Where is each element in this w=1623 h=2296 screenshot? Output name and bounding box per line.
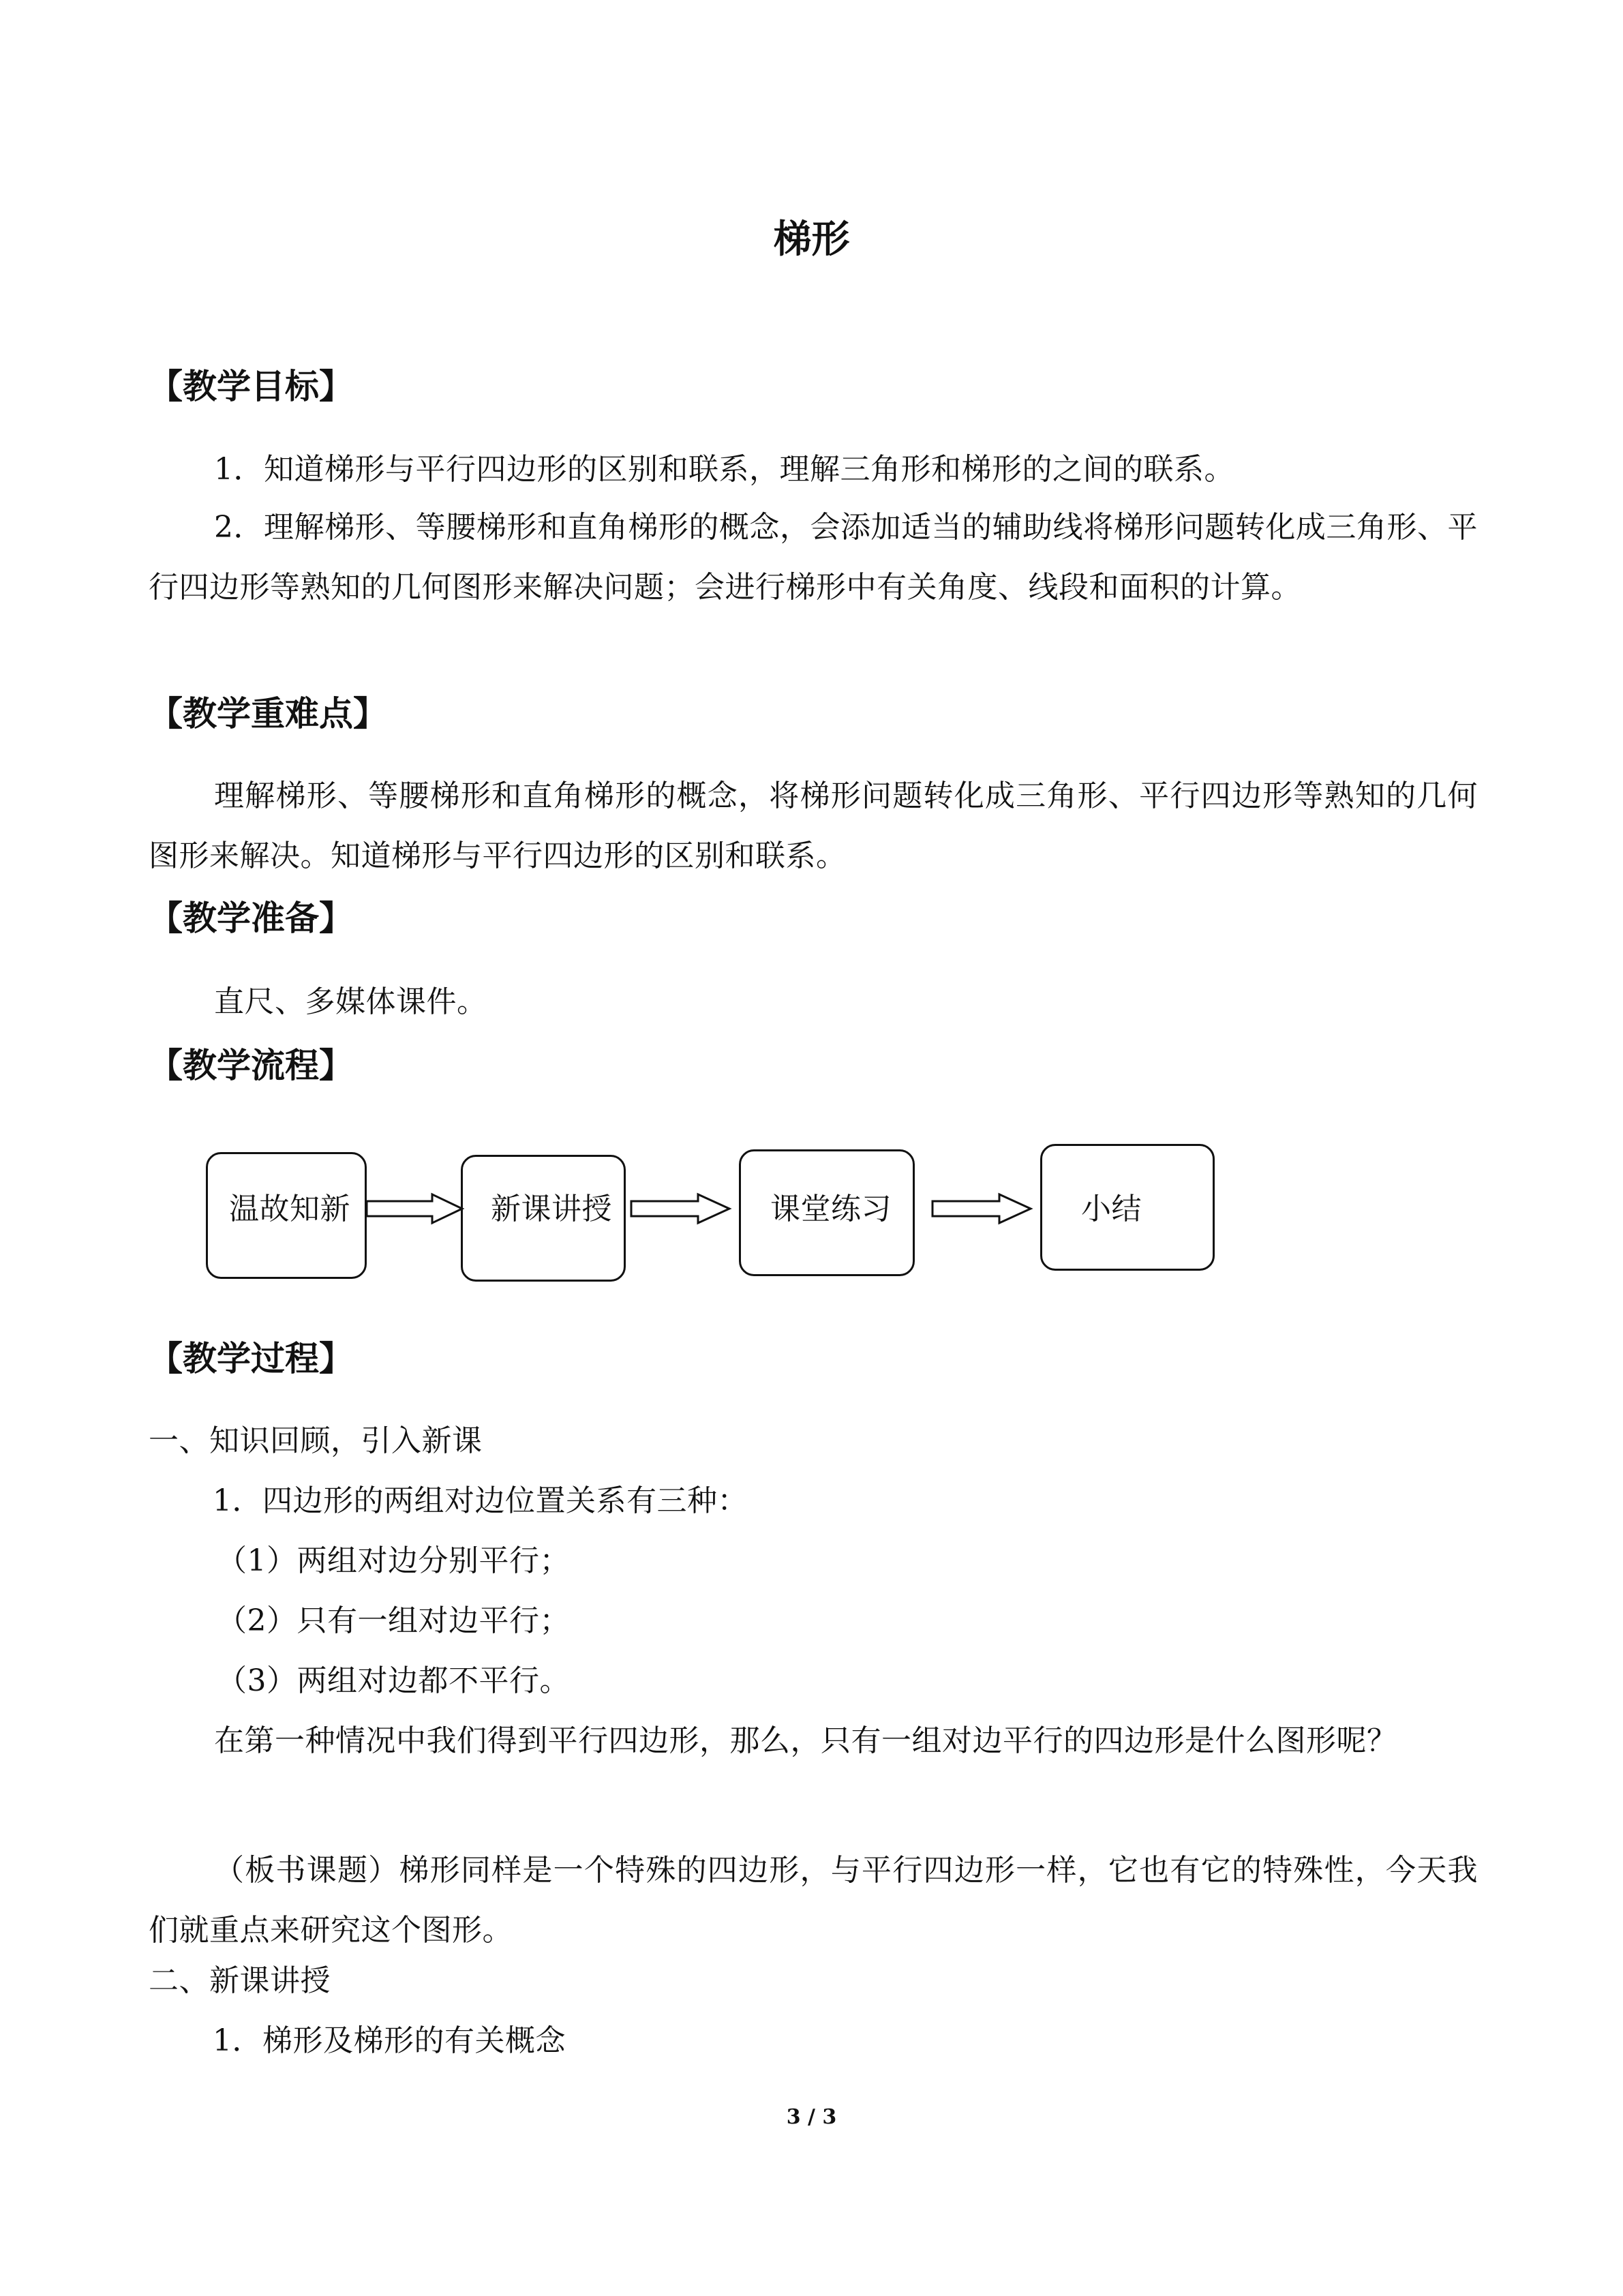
case-item-1: （1）两组对边分别平行； bbox=[217, 1543, 570, 1578]
objective-item-1: 1．知道梯形与平行四边形的区别和联系，理解三角形和梯形的之间的联系。 bbox=[214, 452, 1234, 487]
process-heading: 【教学过程】 bbox=[149, 1339, 353, 1378]
process-part2-title: 二、新课讲授 bbox=[149, 1963, 331, 1998]
process-part1-title: 一、知识回顾，引入新课 bbox=[149, 1423, 483, 1458]
objectives-heading: 【教学目标】 bbox=[149, 367, 353, 406]
case-item-3: （3）两组对边都不平行。 bbox=[217, 1663, 570, 1698]
flow-step-label-4: 小结 bbox=[1081, 1192, 1142, 1226]
preparation-text: 直尺、多媒体课件。 bbox=[214, 984, 487, 1019]
page-title: 梯形 bbox=[773, 217, 850, 262]
key-points-heading: 【教学重难点】 bbox=[149, 694, 387, 734]
flow-step-label-2: 新课讲授 bbox=[491, 1192, 612, 1226]
flow-arrow-3 bbox=[932, 1194, 1031, 1223]
preparation-heading: 【教学准备】 bbox=[149, 898, 353, 938]
case-item-2: （2）只有一组对边平行； bbox=[217, 1603, 570, 1638]
flow-arrow-1 bbox=[367, 1194, 462, 1223]
flow-step-label-3: 课堂练习 bbox=[770, 1192, 892, 1226]
process-part1-item1: 1．四边形的两组对边位置关系有三种： bbox=[213, 1483, 748, 1518]
process-paragraph-1: 在第一种情况中我们得到平行四边形，那么，只有一组对边平行的四边形是什么图形呢？ bbox=[214, 1723, 1397, 1758]
process-paragraph-2: （板书课题）梯形同样是一个特殊的四边形，与平行四边形一样，它也有它的特殊性，今天我们就重点来研究这个图形。 bbox=[149, 1853, 1478, 1948]
key-points-text: 理解梯形、等腰梯形和直角梯形的概念，将梯形问题转化成三角形、平行四边形等熟知的几何图形来解决。知道梯形与平行四边形的区别和联系。 bbox=[149, 779, 1478, 873]
flow-step-label-1: 温故知新 bbox=[229, 1192, 350, 1226]
process-part2-item1: 1．梯形及梯形的有关概念 bbox=[213, 2023, 566, 2058]
objective-item-2: 2．理解梯形、等腰梯形和直角梯形的概念，会添加适当的辅助线将梯形问题转化成三角形、平行四边形等熟知的几何图形来解决问题；会进行梯形中有关角度、线段和面积的计算。 bbox=[149, 510, 1478, 605]
page-number: 3 / 3 bbox=[786, 2105, 837, 2129]
flow-heading: 【教学流程】 bbox=[149, 1046, 353, 1085]
flow-arrow-2 bbox=[631, 1194, 729, 1223]
